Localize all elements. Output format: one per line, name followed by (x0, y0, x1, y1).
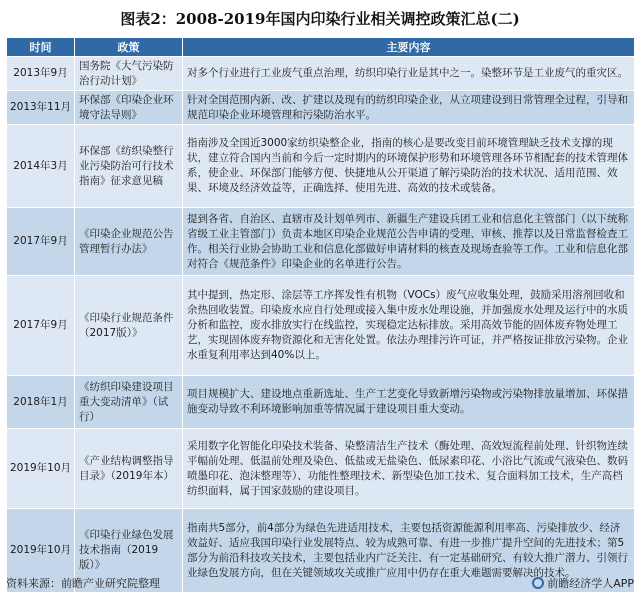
brand-logo-icon (532, 577, 544, 589)
column-header-policy: 政策 (75, 38, 183, 57)
table-row (7, 208, 635, 276)
cell-policy: 《印染行业规范条件（2017版）》 (75, 276, 183, 376)
page-title: 图表2：2008-2019年国内印染行业相关调控政策汇总(二) (120, 10, 520, 28)
cell-policy: 《产业结构调整指导目录》（2019年本） (75, 429, 183, 509)
brand-credit (532, 575, 634, 591)
table-row (7, 376, 635, 429)
cell-content: 指南共5部分，前4部分为绿色先进适用技术，主要包括资源能源利用率高、污染排放少、经济效益好、适应我国印染行业发展特点、较为成熟可靠、有进一步推广提升空间的先进技术；第5部分为前沿科技攻关技术，主要包括业内广泛关注、有一定基础研究、有较大推广潜力、引领行业绿色发展方向，但在关键领域攻关或推广应用中仍存在重大难题需要解决的技术。 (183, 509, 635, 593)
cell-content: 项目规模扩大、建设地点重新选址、生产工艺变化导致新增污染物或污染物排放量增加、环保措施变动导致不利环境影响加重等情况属于建设项目重大变动。 (183, 376, 635, 429)
cell-date: 2013年11月 (7, 91, 75, 125)
cell-content: 采用数字化智能化印染技术装备、染整清洁生产技术（酶处理、高效短流程前处理、针织物连续平幅前处理、低温前处理及染色、低盐或无盐染色、低尿素印花、小浴比气流或气液染色、数码喷墨印花、泡沫整理等）、功能性整理技术、新型染色加工技术、复合面料加工技术，生产高档纺织面料，属于国家鼓励的建设项目。 (183, 429, 635, 509)
footer (6, 575, 634, 593)
table-row (7, 429, 635, 509)
cell-policy: 环保部《印染企业环境守法导则》 (75, 91, 183, 125)
table-row (7, 276, 635, 376)
cell-date: 2017年9月 (7, 276, 75, 376)
cell-content: 对多个行业进行工业废气重点治理，纺织印染行业是其中之一。染整环节是工业废气的重灾区。 (183, 57, 635, 91)
cell-policy: 《印染企业规范公告管理暂行办法》 (75, 208, 183, 276)
table-row (7, 57, 635, 91)
cell-content: 指南涉及全国近3000家纺织染整企业，指南的核心是要改变目前环境管理缺乏技术支撑的现状，建立符合国内当前和今后一定时期内的环境保护形势和环境管理各环节相配套的技术管理体系，使企业、环保部门能够方便、快捷地从公开渠道了解污染防治的技术状况、适用范围、效果、环境及经济效益等，正确选择、使用先进、高效的技术或装备。 (183, 125, 635, 208)
source-note: 资料来源：前瞻产业研究院整理 (6, 577, 160, 590)
cell-policy: 《纺织印染建设项目重大变动清单》（试行） (75, 376, 183, 429)
cell-content: 其中提到，热定形、涂层等工序挥发性有机物（VOCs）废气应收集处理，鼓励采用溶剂回收和余热回收装置。印染废水应自行处理或接入集中废水处理设施，并加强废水处理及运行中的水质分析和监控，废水排放实行在线监控，实现稳定达标排放。采用高效节能的固体废弃物处理工艺，实现固体废弃物资源化和无害化处置。依法办理排污许可证，并严格按证排放污染物。企业水重复利用率达到40%以上。 (183, 276, 635, 376)
table-row (7, 91, 635, 125)
cell-policy: 《印染行业绿色发展技术指南（2019版）》 (75, 509, 183, 593)
policy-table (6, 37, 635, 593)
cell-policy: 环保部《纺织染整行业污染防治可行技术指南》征求意见稿 (75, 125, 183, 208)
column-header-content: 主要内容 (183, 38, 635, 57)
cell-content: 提到各省、自治区、直辖市及计划单列市、新疆生产建设兵团工业和信息化主管部门（以下统称省级工业主管部门）负责本地区印染企业规范公告申请的受理、审核、推荐以及日常监督检查工作。相关行业协会协助工业和信息化部做好申请材料的核查及现场查验等工作。工业和信息化部对符合《规范条件》印染企业的名单进行公告。 (183, 208, 635, 276)
cell-date: 2019年10月 (7, 429, 75, 509)
table-header-row (7, 38, 635, 57)
cell-date: 2019年10月 (7, 509, 75, 593)
table-row (7, 125, 635, 208)
cell-date: 2017年9月 (7, 208, 75, 276)
cell-date: 2013年9月 (7, 57, 75, 91)
cell-date: 2018年1月 (7, 376, 75, 429)
cell-content: 针对全国范围内新、改、扩建以及现有的纺织印染企业，从立项建设到日常管理全过程，引导和规范印染企业环境管理和污染防治水平。 (183, 91, 635, 125)
cell-date: 2014年3月 (7, 125, 75, 208)
column-header-date: 时间 (7, 38, 75, 57)
cell-policy: 国务院《大气污染防治行动计划》 (75, 57, 183, 91)
brand-label: 前瞻经济学人APP (547, 577, 634, 590)
